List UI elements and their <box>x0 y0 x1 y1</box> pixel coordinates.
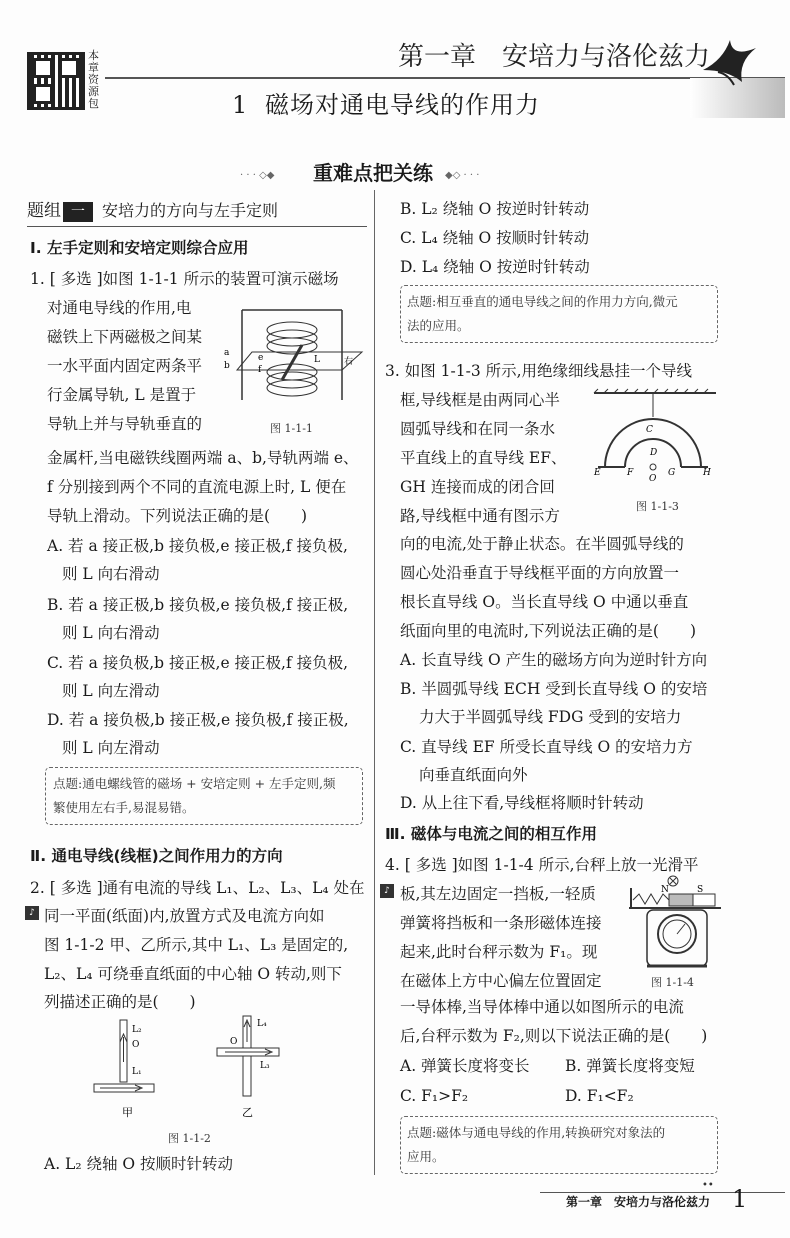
chapter-title: 第一章 安培力与洛伦兹力 <box>398 42 711 72</box>
footer-dots: •• <box>702 1180 714 1191</box>
banner-ornament-left: · · · ◇◆ <box>240 170 275 181</box>
q3-line-2: 圆弧导线和在同一条水 <box>400 420 556 438</box>
q2-opt-D: D. L₄ 绕轴 O 按逆时针转动 <box>400 258 590 276</box>
q4-line-4: 在磁体上方中心偏左位置固定 <box>400 972 602 990</box>
fig1-label-f: f <box>258 365 262 375</box>
q3-cont-1: 圆心处沿垂直于导线框平面的方向放置一 <box>400 564 680 582</box>
q1-line-0: 1. [ 多选 ]如图 1-1-1 所示的装置可演示磁场 <box>30 270 339 288</box>
fig4-label-S: S <box>697 885 704 895</box>
q1-opt-D: D. 若 a 接负极,b 接正极,e 接负极,f 接正极, <box>47 711 349 729</box>
q3-line-0: 3. 如图 1-1-3 所示,用绝缘细线悬挂一个导线 <box>385 362 693 380</box>
q1-opt-A2: 则 L 向右滑动 <box>62 565 160 583</box>
q1-cont-1: f 分别接到两个不同的直流电源上时, L 便在 <box>47 478 347 496</box>
figure-1-1-1 <box>222 300 367 415</box>
fig3-label-G: G <box>668 468 676 478</box>
fig1-label-a: a <box>224 348 230 358</box>
audio-badge-2: ♪ <box>380 884 394 898</box>
q2-opt-A: A. L₂ 绕轴 O 按顺时针转动 <box>44 1155 234 1173</box>
q3-opt-B2: 力大于半圆弧导线 FDG 受到的安培力 <box>419 708 682 726</box>
subhead-1: Ⅰ. 左手定则和安培定则综合应用 <box>30 239 249 257</box>
group-number: 一 <box>63 202 93 222</box>
figure-1-1-1-caption: 图 1-1-1 <box>270 422 313 435</box>
q4-line-0: 4. [ 多选 ]如图 1-1-4 所示,台秤上放一光滑平 <box>385 856 699 874</box>
fig2-label-jia: 甲 <box>122 1106 133 1119</box>
fig1-label-e: e <box>258 353 264 363</box>
q2-opt-B: B. L₂ 绕轴 O 按逆时针转动 <box>400 200 590 218</box>
q4-opt-A: A. 弹簧长度将变长 <box>400 1057 530 1075</box>
fig2-label-L4: L₄ <box>257 1019 267 1029</box>
section-number: 1 <box>232 91 248 119</box>
fig1-label-right: 右 <box>344 357 354 367</box>
q3-opt-D: D. 从上往下看,导线框将顺时针转动 <box>400 794 644 812</box>
q3-cont-2: 根长直导线 O。当长直导线 O 中通以垂直 <box>400 593 689 611</box>
fig1-label-b: b <box>224 361 230 371</box>
fig2-label-L2: L₂ <box>132 1025 142 1035</box>
fig2-label-O1: O <box>132 1040 140 1050</box>
hint-2-line-1: 法的应用。 <box>407 318 470 333</box>
figure-1-1-3-caption: 图 1-1-3 <box>636 500 679 513</box>
q3-opt-C: C. 直导线 EF 所受长直导线 O 的安培力方 <box>400 738 693 756</box>
figure-1-1-2 <box>90 1012 310 1122</box>
q3-opt-A: A. 长直导线 O 产生的磁场方向为逆时针方向 <box>400 651 708 669</box>
subhead-3: Ⅲ. 磁体与电流之间的相互作用 <box>385 825 597 843</box>
q4-cont-0: 一导体棒,当导体棒中通以如图所示的电流 <box>400 998 684 1016</box>
figure-1-1-2-caption: 图 1-1-2 <box>168 1132 211 1145</box>
q4-line-1: 板,其左边固定一挡板,一轻质 <box>400 885 596 903</box>
q1-opt-A: A. 若 a 接正极,b 接负极,e 接正极,f 接负极, <box>47 537 348 555</box>
fig4-label-N: N <box>661 885 669 895</box>
fig2-label-L3: L₃ <box>260 1061 270 1071</box>
fig3-label-O: O <box>649 474 657 484</box>
q2-line-1: 同一平面(纸面)内,放置方式及电流方向如 <box>44 907 325 925</box>
fig3-label-H: H <box>703 468 711 478</box>
q4-line-3: 起来,此时台秤示数为 F₁。现 <box>400 943 598 961</box>
q3-opt-B: B. 半圆弧导线 ECH 受到长直导线 O 的安培 <box>400 680 708 698</box>
hint-2-line-0: 点题:相互垂直的通电导线之间的作用力方向,微元 <box>407 294 678 309</box>
figure-1-1-4 <box>625 872 730 972</box>
q4-opt-B: B. 弹簧长度将变短 <box>565 1057 695 1075</box>
figure-1-1-3 <box>590 387 720 492</box>
q2-line-3: L₂、L₄ 可绕垂直纸面的中心轴 O 转动,则下 <box>44 965 342 983</box>
q1-cont-2: 导轨上滑动。下列说法正确的是( ) <box>47 507 308 525</box>
fig1-label-L: L <box>314 355 320 365</box>
q4-line-2: 弹簧将挡板和一条形磁体连接 <box>400 914 602 932</box>
fig2-label-yi: 乙 <box>242 1106 253 1119</box>
q3-cont-3: 纸面向里的电流时,下列说法正确的是( ) <box>400 622 697 640</box>
qr-code <box>27 52 85 110</box>
section-title: 磁场对通电导线的作用力 <box>265 91 540 119</box>
group-label: 题组 <box>27 201 61 221</box>
q2-opt-C: C. L₄ 绕轴 O 按顺时针转动 <box>400 229 590 247</box>
banner-ornament-right: ◆◇ · · · <box>445 170 480 181</box>
q1-opt-C: C. 若 a 接负极,b 接正极,e 接正极,f 接负极, <box>47 654 349 672</box>
footer-chapter: 第一章 安培力与洛伦兹力 <box>566 1195 711 1209</box>
q2-line-4: 列描述正确的是( ) <box>44 993 196 1011</box>
q3-line-3: 平直线上的直导线 EF、 <box>400 449 567 467</box>
q1-line-3: 一水平面内固定两条平 <box>47 357 203 375</box>
header-rule <box>105 77 785 79</box>
q3-opt-C2: 向垂直纸面向外 <box>419 766 528 784</box>
column-divider <box>374 190 375 1175</box>
q1-opt-C2: 则 L 向左滑动 <box>62 682 160 700</box>
q1-line-1: 对通电导线的作用,电 <box>47 299 192 317</box>
q4-opt-C: C. F₁>F₂ <box>400 1087 469 1105</box>
q2-line-2: 图 1-1-2 甲、乙所示,其中 L₁、L₃ 是固定的, <box>44 936 349 954</box>
q1-cont-0: 金属杆,当电磁铁线圈两端 a、b,导轨两端 e、 <box>47 449 359 467</box>
group-title: 安培力的方向与左手定则 <box>102 201 279 220</box>
q4-cont-1: 后,台秤示数为 F₂,则以下说法正确的是( ) <box>400 1027 708 1045</box>
q3-line-1: 框,导线框是由两同心半 <box>400 391 560 409</box>
bird-logo <box>698 30 760 90</box>
q3-line-4: GH 连接而成的闭合回 <box>400 478 555 496</box>
hint-3-line-1: 应用。 <box>407 1149 445 1164</box>
fig3-label-D: D <box>650 448 658 458</box>
q3-cont-0: 向的电流,处于静止状态。在半圆弧导线的 <box>400 535 684 553</box>
group-underline <box>27 226 367 227</box>
q1-line-5: 导轨上并与导轨垂直的 <box>47 415 203 433</box>
fig2-label-O2: O <box>230 1037 238 1047</box>
hint-1-line-1: 繁使用左右手,易混易错。 <box>53 800 195 815</box>
q2-line-0: 2. [ 多选 ]通有电流的导线 L₁、L₂、L₃、L₄ 处在 <box>30 879 365 897</box>
q1-line-4: 行金属导轨, L 是置于 <box>47 386 197 404</box>
q1-opt-D2: 则 L 向左滑动 <box>62 739 160 757</box>
fig3-label-F: F <box>627 468 634 478</box>
q1-line-2: 磁铁上下两磁极之间某 <box>47 328 203 346</box>
qr-label: 本章资源包 <box>88 49 99 110</box>
q3-line-5: 路,导线框中通有图示方 <box>400 507 560 525</box>
fig2-label-L1: L₁ <box>132 1067 142 1077</box>
q1-opt-B: B. 若 a 接正极,b 接负极,e 接负极,f 接正极, <box>47 596 349 614</box>
fig3-label-E: E <box>594 468 601 478</box>
subhead-2: Ⅱ. 通电导线(线框)之间作用力的方向 <box>30 847 283 865</box>
figure-1-1-4-caption: 图 1-1-4 <box>651 976 694 989</box>
fig3-label-C: C <box>646 425 653 435</box>
banner-title: 重难点把关练 <box>313 161 433 185</box>
hint-3-line-0: 点题:磁体与通电导线的作用,转换研究对象法的 <box>407 1125 666 1140</box>
q1-opt-B2: 则 L 向右滑动 <box>62 624 160 642</box>
audio-badge: ♪ <box>25 906 39 920</box>
page-number: 1 <box>732 1185 748 1213</box>
hint-1-line-0: 点题:通电螺线管的磁场 + 安培定则 + 左手定则,频 <box>53 776 336 791</box>
q4-opt-D: D. F₁<F₂ <box>565 1087 634 1105</box>
